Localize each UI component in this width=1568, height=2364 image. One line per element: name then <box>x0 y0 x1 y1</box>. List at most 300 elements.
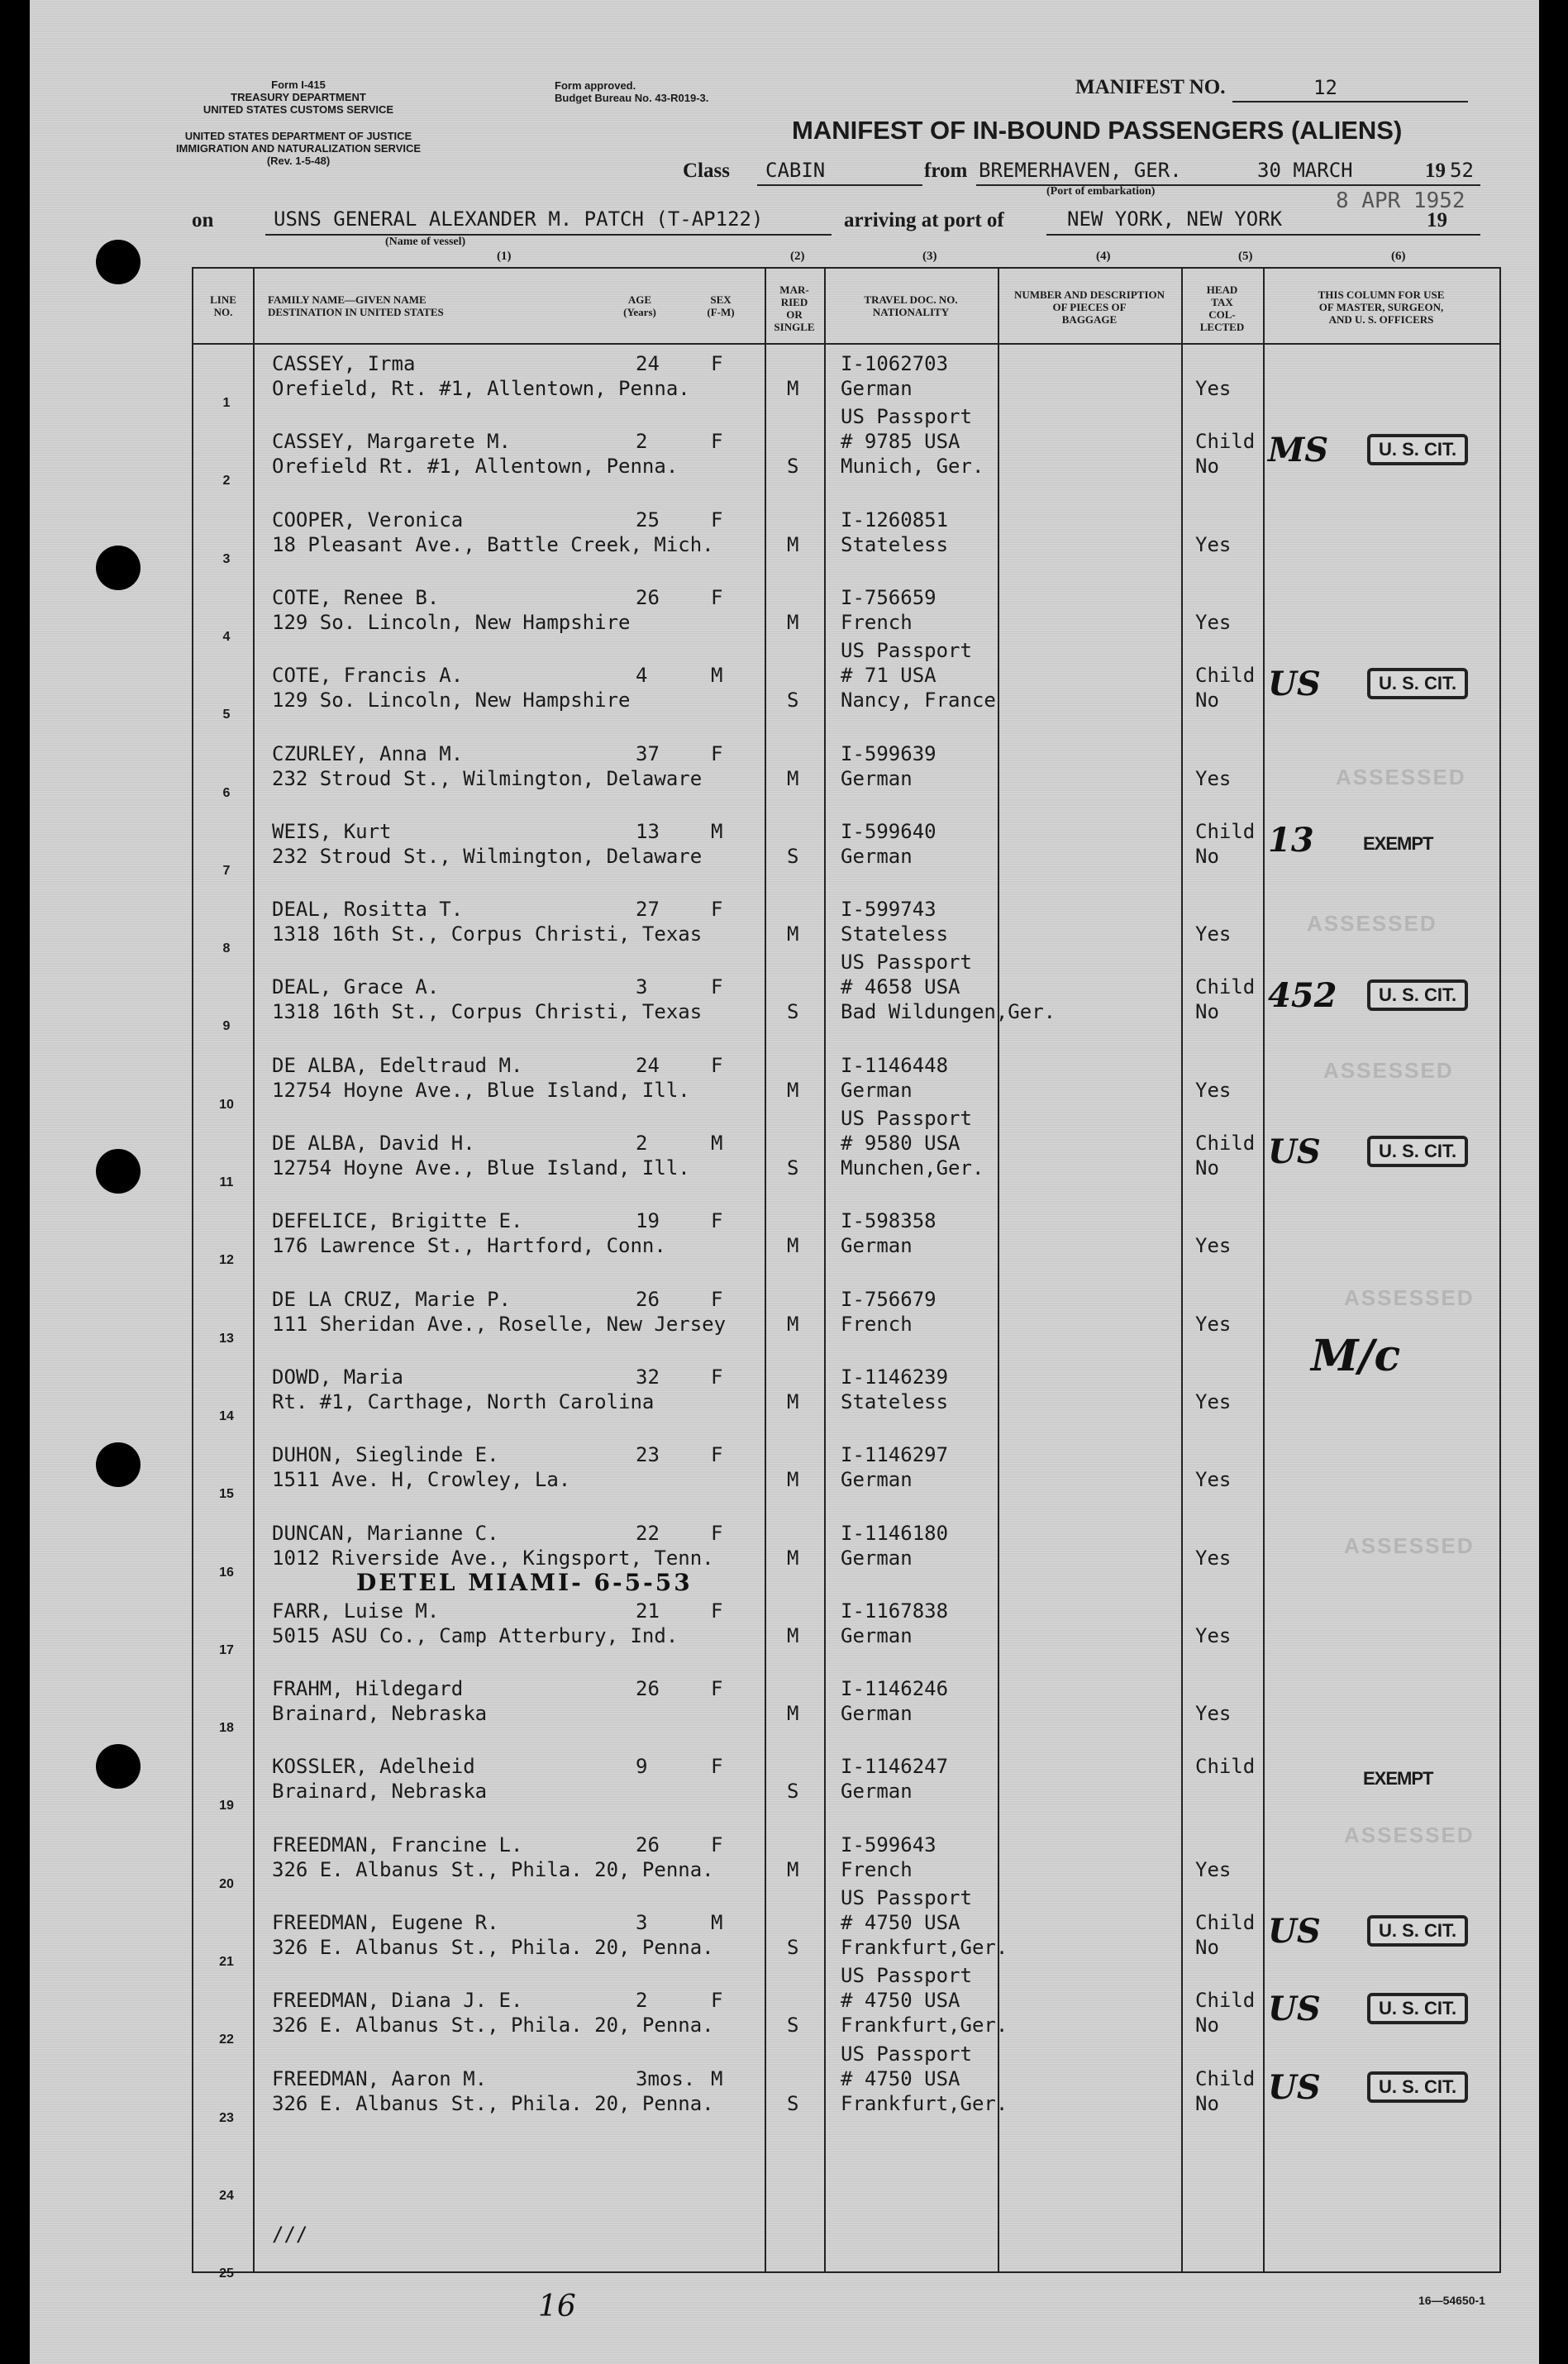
passenger-name: DEAL, Rositta T. <box>272 898 464 922</box>
exempt-stamp: EXEMPT <box>1363 1768 1433 1790</box>
col-num-6: (6) <box>1391 250 1406 263</box>
passenger-name: FREEDMAN, Eugene R. <box>272 1911 499 1934</box>
sex: M <box>711 664 723 688</box>
travel-doc-number: # 4750 USA <box>841 1911 960 1934</box>
nationality: French <box>841 610 913 634</box>
destination: Orefield, Rt. #1, Allentown, Penna. <box>272 377 690 400</box>
head-tax: Yes <box>1195 610 1232 634</box>
col-header-officers-3: AND U. S. OFFICERS <box>1328 313 1434 326</box>
col-header-headtax <box>1181 284 1263 333</box>
destination: 326 E. Albanus St., Phila. 20, Penna. <box>272 2091 714 2115</box>
destination: 5015 ASU Co., Camp Atterbury, Ind. <box>272 1623 679 1647</box>
line-number: 2 <box>222 474 231 489</box>
head-tax-line1: Child <box>1195 819 1256 843</box>
age: 3 <box>636 1911 648 1934</box>
age: 24 <box>636 352 660 375</box>
punch-hole <box>96 1149 141 1194</box>
handwritten-initials: 452 <box>1268 976 1337 1016</box>
travel-doc-number: I-1260851 <box>841 508 949 531</box>
passenger-name: DE ALBA, Edeltraud M. <box>272 1053 523 1077</box>
sex: F <box>711 430 723 454</box>
head-tax-line1: Child <box>1195 975 1256 999</box>
head-tax-line1: Child <box>1195 664 1256 688</box>
head-tax: Yes <box>1195 1389 1232 1413</box>
col-header-name <box>268 293 444 318</box>
arrival-date-stamp: 8 APR 1952 <box>1336 188 1466 213</box>
age: 2 <box>636 1989 648 2013</box>
col-header-sex <box>696 293 746 318</box>
line-number: 8 <box>222 941 231 956</box>
head-tax: No <box>1195 689 1219 713</box>
head-tax: Yes <box>1195 922 1232 946</box>
handwritten-initials: MS <box>1268 431 1329 470</box>
sex: F <box>711 898 723 922</box>
destination: 1318 16th St., Corpus Christi, Texas <box>272 1000 703 1024</box>
marital-status: S <box>787 689 799 713</box>
col-header-officers-2: OF MASTER, SURGEON, <box>1318 301 1444 313</box>
us-citizen-stamp: U. S. CIT. <box>1367 979 1468 1011</box>
passenger-name: FRAHM, Hildegard <box>272 1677 464 1701</box>
sex: M <box>711 2066 723 2090</box>
us-citizen-stamp: U. S. CIT. <box>1367 668 1468 699</box>
form-approved: Form approved. <box>555 79 636 92</box>
marital-status: M <box>787 922 799 946</box>
vessel-line <box>265 234 832 236</box>
col-num-2: (2) <box>790 250 805 263</box>
nationality: Frankfurt,Ger. <box>841 2014 1008 2038</box>
col-num-1: (1) <box>497 250 512 263</box>
line-number: 24 <box>219 2188 234 2203</box>
head-tax: Yes <box>1195 377 1232 400</box>
footer-code: 16—54650-1 <box>1418 2294 1485 2307</box>
nationality: German <box>841 844 913 868</box>
punch-hole <box>96 1744 141 1789</box>
line-number: 20 <box>219 1876 234 1891</box>
nationality: Stateless <box>841 532 949 556</box>
treasury-dept: TREASURY DEPARTMENT <box>231 91 366 103</box>
nationality: Frankfurt,Ger. <box>841 2091 1008 2115</box>
manifest-no-line <box>1232 101 1468 102</box>
col-header-baggage-2: OF PIECES OF <box>1052 301 1127 313</box>
us-citizen-stamp: U. S. CIT. <box>1367 1993 1468 2024</box>
marital-status: M <box>787 766 799 790</box>
marital-status: M <box>787 1468 799 1492</box>
sex: M <box>711 1911 723 1934</box>
destination: 326 E. Albanus St., Phila. 20, Penna. <box>272 1857 714 1881</box>
approval-block <box>555 79 803 104</box>
passenger-name: KOSSLER, Adelheid <box>272 1755 475 1779</box>
age: 24 <box>636 1053 660 1077</box>
nationality: Nancy, France <box>841 689 996 713</box>
head-tax: Yes <box>1195 1312 1232 1336</box>
from-label: from <box>924 160 968 182</box>
nationality: German <box>841 1078 913 1102</box>
sex: F <box>711 1443 723 1467</box>
travel-doc-number: I-1062703 <box>841 352 949 375</box>
handwritten-initials: US <box>1268 1132 1321 1171</box>
passenger-name: CZURLEY, Anna M. <box>272 741 464 765</box>
travel-doc-line1: US Passport <box>841 405 972 429</box>
destination: 1012 Riverside Ave., Kingsport, Tenn. <box>272 1546 714 1570</box>
class-label: Class <box>683 160 730 182</box>
passenger-name: COOPER, Veronica <box>272 508 464 531</box>
marital-status: S <box>787 1780 799 1804</box>
col-header-line <box>193 293 253 318</box>
nationality: Munchen,Ger. <box>841 1156 984 1180</box>
us-citizen-stamp: U. S. CIT. <box>1367 434 1468 465</box>
marital-status: S <box>787 1156 799 1180</box>
passenger-name: DEAL, Grace A. <box>272 975 440 999</box>
form-agency-block <box>179 79 418 116</box>
on-label: on <box>192 209 214 231</box>
head-tax: No <box>1195 455 1219 479</box>
travel-doc-line1: US Passport <box>841 639 972 663</box>
head-tax-line1: Child <box>1195 430 1256 454</box>
sex: M <box>711 819 723 843</box>
justice-dept: UNITED STATES DEPARTMENT OF JUSTICE <box>184 130 412 142</box>
nationality: German <box>841 1234 913 1258</box>
line-number: 7 <box>222 863 231 878</box>
marital-status: S <box>787 1000 799 1024</box>
travel-doc-number: I-756659 <box>841 585 937 609</box>
vessel-caption: (Name of vessel) <box>385 236 466 248</box>
nationality: German <box>841 1623 913 1647</box>
destination: 111 Sheridan Ave., Roselle, New Jersey <box>272 1312 727 1336</box>
passenger-name: FREEDMAN, Diana J. E. <box>272 1989 523 2013</box>
marital-status: S <box>787 844 799 868</box>
marital-status: S <box>787 2091 799 2115</box>
marital-status: M <box>787 1702 799 1726</box>
line-number: 15 <box>219 1487 234 1502</box>
table-row <box>193 813 1499 890</box>
passenger-name: FREEDMAN, Francine L. <box>272 1833 523 1856</box>
travel-doc-line1: US Passport <box>841 1886 972 1909</box>
sex: F <box>711 1599 723 1623</box>
punch-hole <box>96 546 141 590</box>
travel-doc-number: I-1146180 <box>841 1521 949 1545</box>
marital-status: M <box>787 1389 799 1413</box>
destination: 1511 Ave. H, Crowley, La. <box>272 1468 571 1492</box>
destination: 18 Pleasant Ave., Battle Creek, Mich. <box>272 532 714 556</box>
col-header-baggage-3: BAGGAGE <box>1061 313 1118 326</box>
vessel-name: USNS GENERAL ALEXANDER M. PATCH (T-AP122) <box>274 207 764 231</box>
col-header-headtax-4: LECTED <box>1199 321 1245 333</box>
passenger-name: DE LA CRUZ, Marie P. <box>272 1287 511 1311</box>
age: 4 <box>636 664 648 688</box>
line-number: 25 <box>219 2266 234 2281</box>
nationality: German <box>841 1702 913 1726</box>
col-num-5: (5) <box>1238 250 1253 263</box>
sex: F <box>711 1755 723 1779</box>
head-tax: Yes <box>1195 1702 1232 1726</box>
nationality: German <box>841 766 913 790</box>
sex: M <box>711 1132 723 1155</box>
marital-status: S <box>787 2014 799 2038</box>
handwritten-mc-note: M/c <box>1311 1331 1401 1381</box>
travel-doc-number: I-1146247 <box>841 1755 949 1779</box>
travel-doc-number: # 4750 USA <box>841 2066 960 2090</box>
sex: F <box>711 1521 723 1545</box>
handwritten-initials: US <box>1268 1990 1321 2029</box>
travel-doc-number: I-599640 <box>841 819 937 843</box>
age: 26 <box>636 1287 660 1311</box>
table-row <box>193 951 1499 1046</box>
col-header-baggage-1: NUMBER AND DESCRIPTION <box>1013 288 1165 301</box>
arrival-year-prefix: 19 <box>1427 209 1447 231</box>
table-row <box>193 735 1499 813</box>
col-header-name-2: DESTINATION IN UNITED STATES <box>268 306 444 318</box>
exempt-stamp: EXEMPT <box>1363 832 1433 854</box>
budget-bureau: Budget Bureau No. 43-R019-3. <box>555 92 709 104</box>
nationality: Frankfurt,Ger. <box>841 1936 1008 1959</box>
col-header-sex-1: SEX <box>710 293 732 306</box>
nationality: French <box>841 1857 913 1881</box>
head-tax-line1: Child <box>1195 1132 1256 1155</box>
table-row <box>193 1202 1499 1280</box>
line-number: 23 <box>219 2110 234 2125</box>
line-number: 4 <box>222 629 231 644</box>
embark-port: BREMERHAVEN, GER. <box>979 159 1182 182</box>
arrival-port: NEW YORK, NEW YORK <box>1067 207 1283 231</box>
table-row <box>193 1358 1499 1436</box>
head-tax-line1: Child <box>1195 1755 1256 1779</box>
sex: F <box>711 1365 723 1389</box>
passenger-name: DUHON, Sieglinde E. <box>272 1443 499 1467</box>
age: 23 <box>636 1443 660 1467</box>
passenger-name: CASSEY, Irma <box>272 352 416 375</box>
marital-status: M <box>787 1857 799 1881</box>
age: 21 <box>636 1599 660 1623</box>
destination: Brainard, Nebraska <box>272 1702 488 1726</box>
ghost-stamp: ASSESSED <box>1323 1058 1454 1083</box>
age: 2 <box>636 1132 648 1155</box>
destination: 12754 Hoyne Ave., Blue Island, Ill. <box>272 1078 690 1102</box>
line-number: 9 <box>222 1019 231 1034</box>
us-citizen-stamp: U. S. CIT. <box>1367 2071 1468 2103</box>
destination: Orefield Rt. #1, Allentown, Penna. <box>272 455 679 479</box>
nationality: Munich, Ger. <box>841 455 984 479</box>
col-header-baggage <box>998 288 1181 326</box>
col-header-officers <box>1263 288 1499 326</box>
destination: 232 Stroud St., Wilmington, Delaware <box>272 844 703 868</box>
destination: 1318 16th St., Corpus Christi, Texas <box>272 922 703 946</box>
line-number: 19 <box>219 1799 234 1814</box>
marital-status: S <box>787 1936 799 1959</box>
sex: F <box>711 352 723 375</box>
passenger-name: DUNCAN, Marianne C. <box>272 1521 499 1545</box>
us-citizen-stamp: U. S. CIT. <box>1367 1915 1468 1947</box>
col-header-age <box>611 293 669 318</box>
head-tax: Yes <box>1195 532 1232 556</box>
age: 2 <box>636 430 648 454</box>
age: 26 <box>636 585 660 609</box>
manifest-page <box>30 0 1539 2364</box>
marital-status: M <box>787 1078 799 1102</box>
travel-doc-line1: US Passport <box>841 2042 972 2066</box>
line-number: 14 <box>219 1408 234 1423</box>
sex: F <box>711 1833 723 1856</box>
passenger-name: DE ALBA, David H. <box>272 1132 475 1155</box>
table-row <box>193 2042 1499 2138</box>
sex: F <box>711 741 723 765</box>
age: 13 <box>636 819 660 843</box>
head-tax: Yes <box>1195 1546 1232 1570</box>
nationality: German <box>841 1780 913 1804</box>
head-tax-line1: Child <box>1195 2066 1256 2090</box>
line-number: 3 <box>222 551 231 566</box>
line-number: 12 <box>219 1253 234 1268</box>
travel-doc-number: # 4750 USA <box>841 1989 960 2013</box>
travel-doc-number: I-1146297 <box>841 1443 949 1467</box>
col-header-headtax-2: TAX <box>1211 296 1233 308</box>
age: 22 <box>636 1521 660 1545</box>
handwritten-initials: US <box>1268 665 1321 704</box>
arrival-line <box>1046 234 1427 236</box>
age: 25 <box>636 508 660 531</box>
head-tax-line1: Child <box>1195 1989 1256 2013</box>
table-row <box>193 1670 1499 1747</box>
embark-date: 30 MARCH <box>1257 159 1353 182</box>
destination: 12754 Hoyne Ave., Blue Island, Ill. <box>272 1156 690 1180</box>
head-tax: No <box>1195 1000 1219 1024</box>
age: 32 <box>636 1365 660 1389</box>
sex: F <box>711 1677 723 1701</box>
passenger-name: COTE, Francis A. <box>272 664 464 688</box>
head-tax: Yes <box>1195 766 1232 790</box>
nationality: German <box>841 1546 913 1570</box>
punch-hole <box>96 240 141 284</box>
line-number: 10 <box>219 1097 234 1112</box>
line-number: 21 <box>219 1955 234 1969</box>
col-header-married-2: RIED <box>780 296 808 308</box>
col-header-headtax-3: COL- <box>1208 308 1236 321</box>
justice-block <box>154 130 443 167</box>
table-row <box>193 1592 1499 1670</box>
ghost-stamp: ASSESSED <box>1307 911 1437 936</box>
head-tax: No <box>1195 2014 1219 2038</box>
ghost-stamp: ASSESSED <box>1344 1285 1475 1310</box>
ins-service: IMMIGRATION AND NATURALIZATION SERVICE <box>175 142 422 155</box>
arriving-label: arriving at port of <box>844 209 1004 231</box>
head-tax: Yes <box>1195 1623 1232 1647</box>
ghost-stamp: ASSESSED <box>1336 765 1466 789</box>
sex: F <box>711 1209 723 1233</box>
head-tax: No <box>1195 2091 1219 2115</box>
sex: F <box>711 508 723 531</box>
marital-status: M <box>787 377 799 400</box>
col-header-line-1: LINE <box>210 293 236 306</box>
travel-doc-number: I-598358 <box>841 1209 937 1233</box>
travel-doc-number: I-1146448 <box>841 1053 949 1077</box>
travel-doc-number: I-1167838 <box>841 1599 949 1623</box>
travel-doc-number: I-1146239 <box>841 1365 949 1389</box>
passenger-name: CASSEY, Margarete M. <box>272 430 511 454</box>
sex: F <box>711 1053 723 1077</box>
nationality: German <box>841 1468 913 1492</box>
sex: F <box>711 975 723 999</box>
marital-status: M <box>787 532 799 556</box>
destination: 129 So. Lincoln, New Hampshire <box>272 610 631 634</box>
travel-doc-number: # 9580 USA <box>841 1132 960 1155</box>
line-number: 16 <box>219 1565 234 1580</box>
col-header-travel <box>824 293 998 318</box>
table-row <box>193 501 1499 579</box>
arrival-year-line <box>1427 234 1480 236</box>
col-header-travel-1: TRAVEL DOC. NO. <box>864 293 958 306</box>
head-tax-line1: Child <box>1195 1911 1256 1934</box>
nationality: Stateless <box>841 1389 949 1413</box>
marital-status: M <box>787 1312 799 1336</box>
travel-doc-line1: US Passport <box>841 1964 972 1988</box>
port-embark-caption: (Port of embarkation) <box>1046 185 1156 198</box>
head-tax: Yes <box>1195 1234 1232 1258</box>
customs-service: UNITED STATES CUSTOMS SERVICE <box>203 103 394 116</box>
travel-doc-line1: US Passport <box>841 951 972 975</box>
nationality: German <box>841 377 913 400</box>
age: 9 <box>636 1755 648 1779</box>
revision: (Rev. 1-5-48) <box>266 155 331 167</box>
destination: 326 E. Albanus St., Phila. 20, Penna. <box>272 2014 714 2038</box>
line-number: 1 <box>222 396 231 410</box>
destination: 129 So. Lincoln, New Hampshire <box>272 689 631 713</box>
passenger-name: COTE, Renee B. <box>272 585 440 609</box>
manifest-no-label: MANIFEST NO. <box>1075 76 1226 98</box>
nationality: Bad Wildungen,Ger. <box>841 1000 1056 1024</box>
passenger-name: FREEDMAN, Aaron M. <box>272 2066 488 2090</box>
destination: 176 Lawrence St., Hartford, Conn. <box>272 1234 666 1258</box>
travel-doc-number: I-599643 <box>841 1833 937 1856</box>
passenger-table <box>192 267 1501 2281</box>
destination: 232 Stroud St., Wilmington, Delaware <box>272 766 703 790</box>
table-row <box>193 1436 1499 1513</box>
ghost-stamp: ASSESSED <box>1344 1823 1475 1847</box>
passenger-name: WEIS, Kurt <box>272 819 392 843</box>
travel-doc-number: # 71 USA <box>841 664 937 688</box>
col-num-3: (3) <box>922 250 937 263</box>
marital-status: M <box>787 1546 799 1570</box>
table-row <box>193 1280 1499 1358</box>
line-number: 17 <box>219 1642 234 1657</box>
sex: F <box>711 1989 723 2013</box>
col-num-4: (4) <box>1096 250 1111 263</box>
handwritten-row17-note: DETEL MIAMI- 6-5-53 <box>356 1569 693 1596</box>
nationality: Stateless <box>841 922 949 946</box>
travel-doc-number: # 9785 USA <box>841 430 960 454</box>
travel-doc-number: I-756679 <box>841 1287 937 1311</box>
col-header-married-3: OR <box>786 308 803 321</box>
page-title: MANIFEST OF IN-BOUND PASSENGERS (ALIENS) <box>792 116 1403 145</box>
age: 26 <box>636 1833 660 1856</box>
class-line <box>757 184 922 186</box>
head-tax: No <box>1195 1156 1219 1180</box>
line-number: 22 <box>219 2033 234 2047</box>
head-tax: Yes <box>1195 1857 1232 1881</box>
nationality: French <box>841 1312 913 1336</box>
table-row <box>193 2138 1499 2215</box>
line-number: 6 <box>222 785 231 800</box>
year-value: 52 <box>1450 159 1474 182</box>
age: 3mos. <box>636 2066 696 2090</box>
table-row <box>193 2215 1499 2293</box>
line-number: 11 <box>219 1175 234 1189</box>
head-tax: No <box>1195 1936 1219 1959</box>
marital-status: M <box>787 1623 799 1647</box>
age: 3 <box>636 975 648 999</box>
line-number: 5 <box>222 708 231 722</box>
passenger-name: FARR, Luise M. <box>272 1599 440 1623</box>
col-header-sex-2: (F-M) <box>707 306 735 318</box>
marital-status: M <box>787 610 799 634</box>
